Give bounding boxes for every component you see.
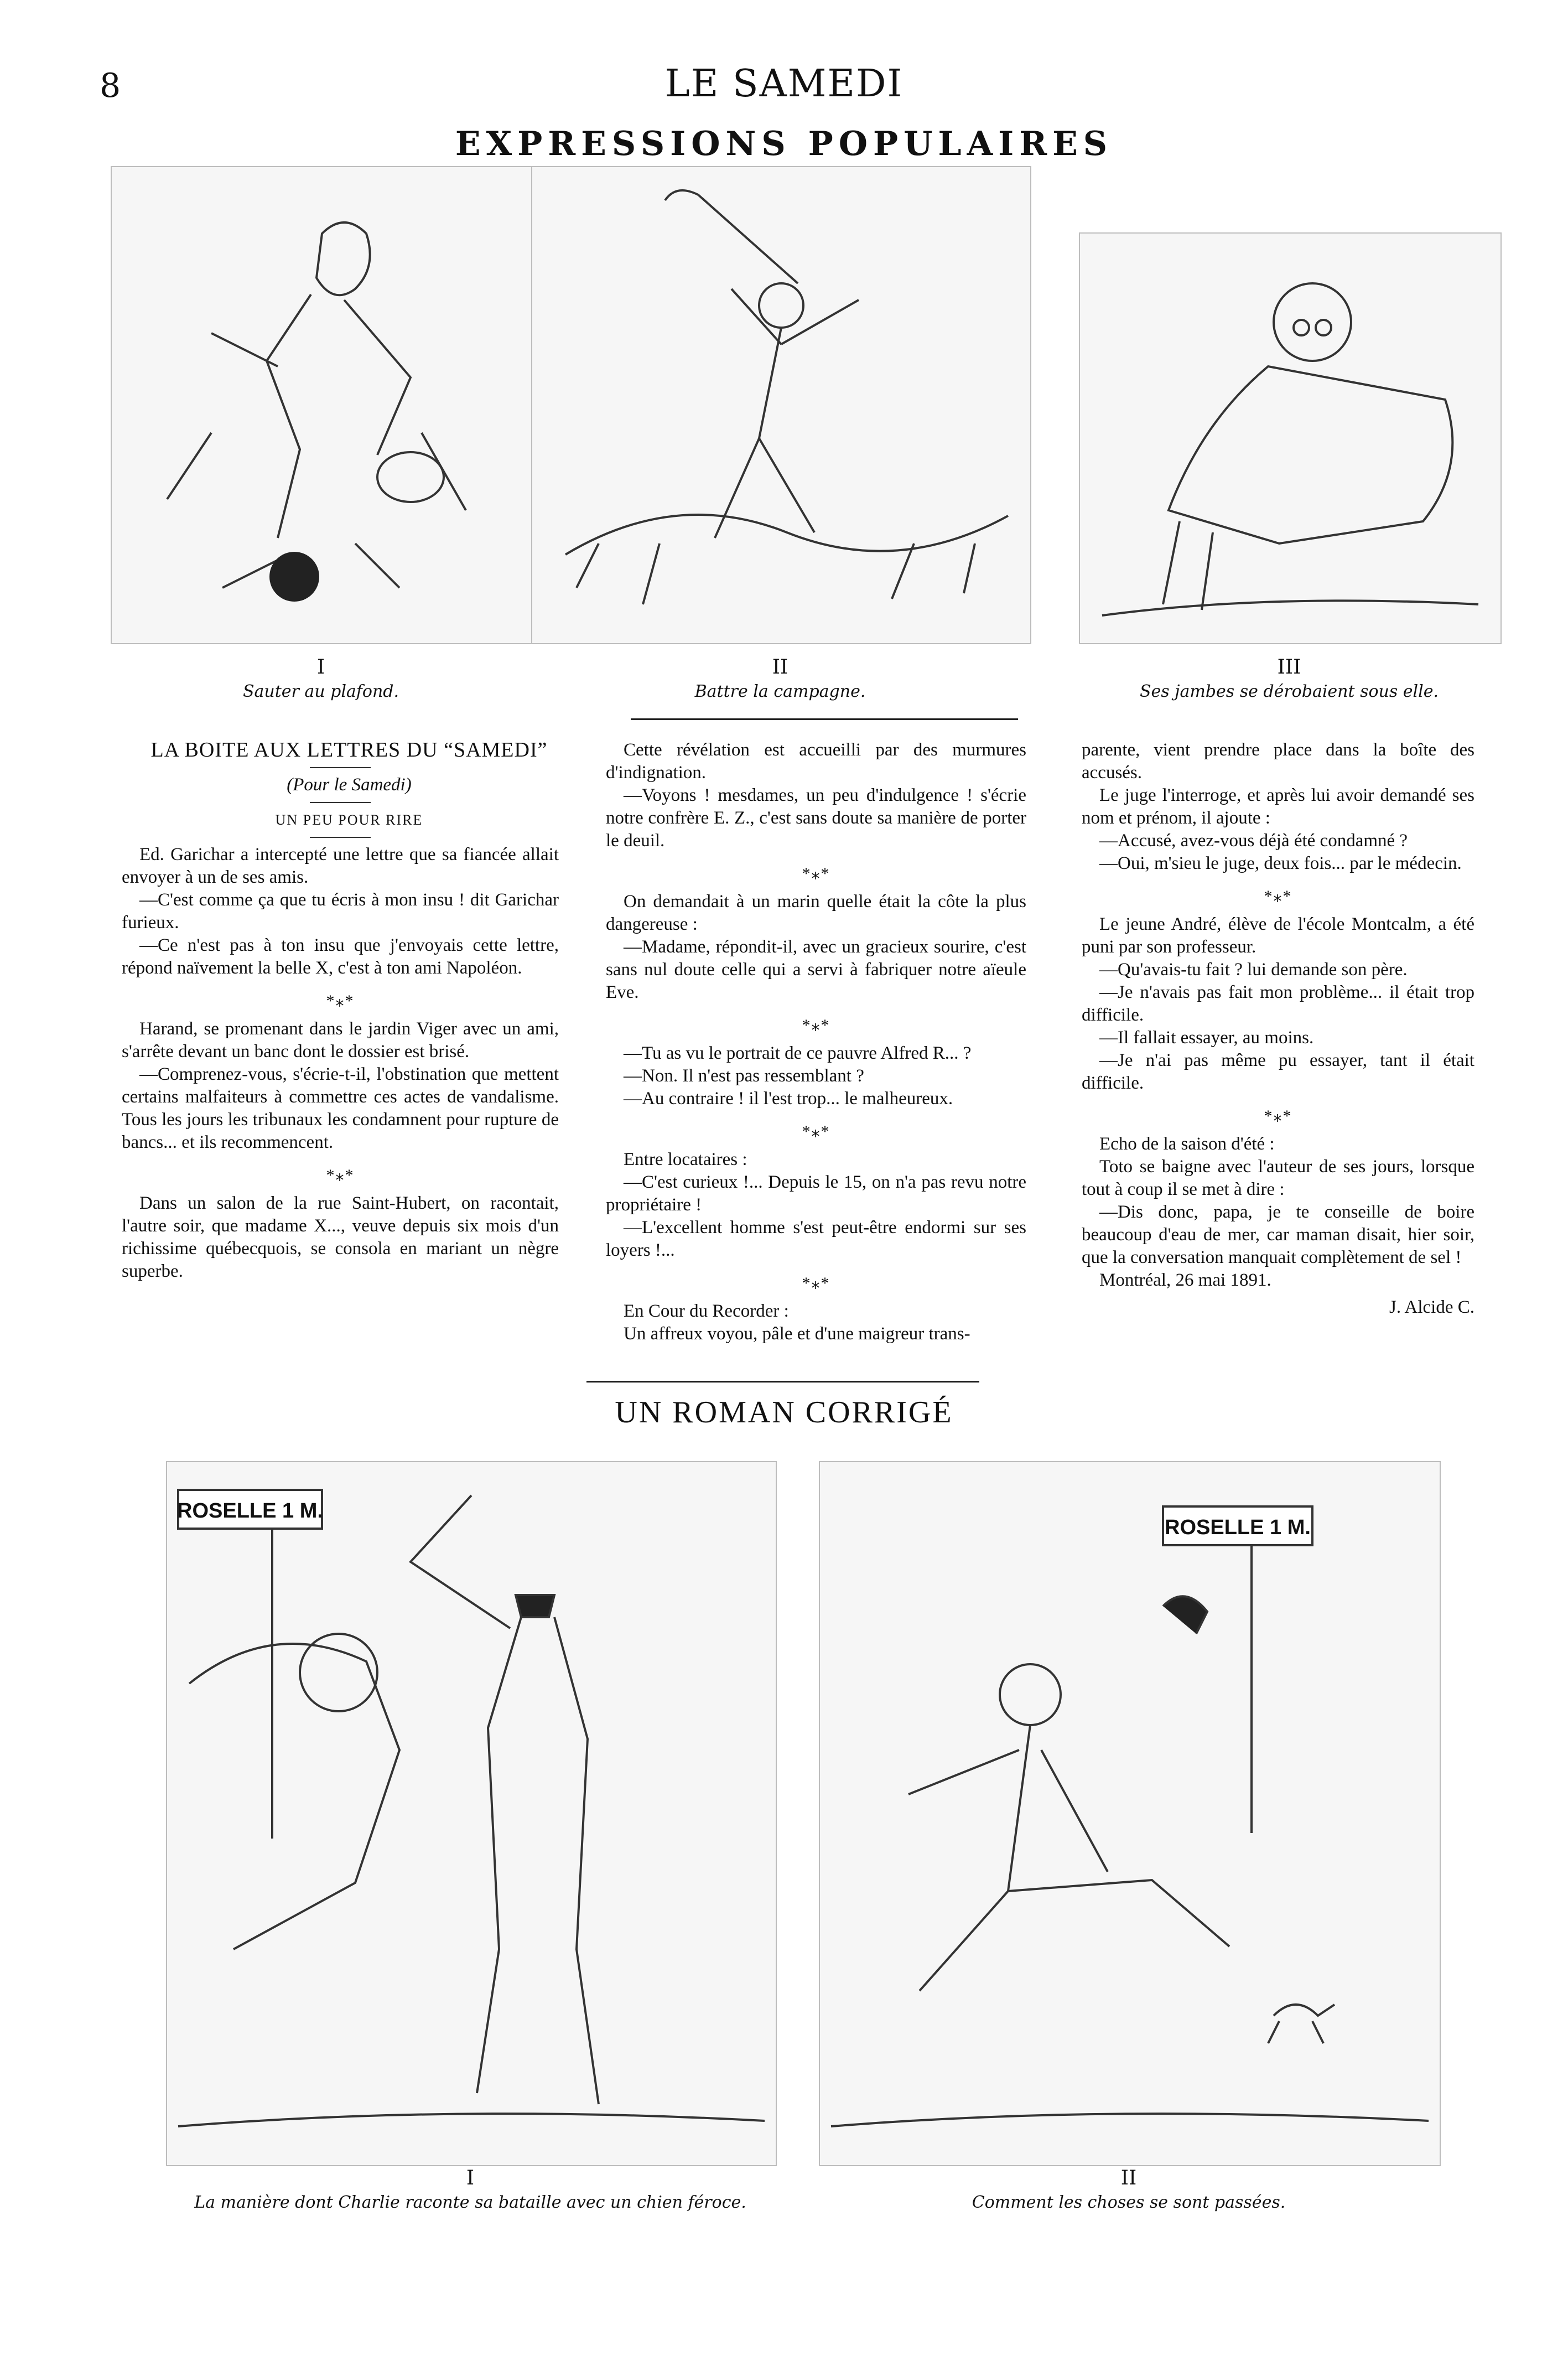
signpost-text-left: ROSELLE 1 M. — [177, 1499, 323, 1523]
section-title-roman: UN ROMAN CORRIGÉ — [615, 1395, 953, 1430]
asterism-separator: *⁎* — [1264, 1107, 1292, 1125]
caption-number: II — [772, 656, 788, 679]
divider-rule — [586, 1381, 979, 1383]
paragraph: —L'excellent homme s'est peut-être endormi sur ses loyers !... — [606, 1218, 1026, 1260]
caption-number: I — [466, 2167, 475, 2189]
article-byline: (Pour le Samedi) — [287, 775, 412, 795]
caption-text: Ses jambes se dérobaient sous elle. — [1139, 682, 1439, 701]
article-subtitle: UN PEU POUR RIRE — [275, 812, 423, 828]
paragraph: Montréal, 26 mai 1891. — [1099, 1270, 1271, 1290]
caption-number: I — [316, 656, 325, 679]
asterism-separator: *⁎* — [802, 1274, 830, 1292]
paragraph: —Tu as vu le portrait de ce pauvre Alfred R... ? — [624, 1043, 972, 1063]
short-rule — [310, 837, 371, 838]
paragraph: Entre locataires : — [624, 1150, 747, 1169]
paragraph: —Au contraire ! il l'est trop... le malheureux. — [624, 1089, 953, 1109]
caption-text: Sauter au plafond. — [242, 682, 399, 701]
paragraph: —Accusé, avez-vous déjà été condamné ? — [1099, 831, 1408, 851]
short-rule — [310, 802, 371, 803]
paragraph: Le juge l'interroge, et après lui avoir demandé ses nom et prénom, il ajoute : — [1082, 785, 1474, 828]
article-column-2 — [606, 739, 1026, 1345]
paragraph: On demandait à un marin quelle était la côte la plus dangereuse : — [606, 892, 1026, 934]
article-title: LA BOITE AUX LETTRES DU “SAMEDI” — [150, 738, 548, 762]
paragraph: Harand, se promenant dans le jardin Viger avec un ami, s'arrête devant un banc dont le dossier est brisé. — [122, 1019, 559, 1062]
paragraph: —Ce n'est pas à ton insu que j'envoyais cette lettre, répond naïvement la belle X, c'est à ton ami Napoléon. — [122, 935, 559, 978]
caption-text: La manière dont Charlie raconte sa bataille avec un chien féroce. — [194, 2193, 746, 2212]
asterism-separator: *⁎* — [802, 1016, 830, 1034]
article-column-3 — [1082, 739, 1474, 1319]
caption-text: Comment les choses se sont passées. — [972, 2193, 1286, 2212]
paragraph: En Cour du Recorder : — [624, 1301, 789, 1321]
paragraph: Dans un salon de la rue Saint-Hubert, on racontait, l'autre soir, que madame X..., veuve depuis six mois d'un richissime québecquois, se consola en mariant un nègre superbe. — [122, 1193, 559, 1281]
paragraph: —C'est curieux !... Depuis le 15, on n'a pas revu notre propriétaire ! — [606, 1172, 1026, 1215]
paragraph: Un affreux voyou, pâle et d'une maigreur trans- — [624, 1324, 970, 1344]
paragraph: —Oui, m'sieu le juge, deux fois... par le médecin. — [1099, 853, 1462, 873]
paragraph: —C'est comme ça que tu écris à mon insu ! dit Garichar furieux. — [122, 890, 559, 933]
asterism-separator: *⁎* — [1264, 887, 1292, 905]
caption-illustration-1 — [111, 656, 531, 701]
asterism-separator: *⁎* — [802, 1122, 830, 1141]
paragraph: —Qu'avais-tu fait ? lui demande son père. — [1099, 960, 1408, 980]
caption-number: III — [1277, 656, 1301, 679]
paragraph: Le jeune André, élève de l'école Montcalm, a été puni par son professeur. — [1082, 914, 1474, 957]
illustration-sauter-au-plafond — [111, 166, 533, 644]
signpost-text-right: ROSELLE 1 M. — [1165, 1516, 1311, 1539]
paragraph: —Dis donc, papa, je te conseille de boire beaucoup d'eau de mer, car maman disait, hier soir, que la conversation manquait complètement de sel ! — [1082, 1202, 1474, 1267]
illustration-what-happened — [819, 1461, 1441, 2166]
asterism-separator: *⁎* — [326, 1166, 355, 1184]
paragraph: Ed. Garichar a intercepté une lettre que sa fiancée allait envoyer à un de ses amis. — [122, 845, 559, 887]
illustration-jambes-derobaient — [1079, 232, 1502, 644]
caption-bottom-1 — [166, 2167, 775, 2212]
engraving-figure-jumping — [112, 167, 532, 643]
asterism-separator: *⁎* — [326, 992, 355, 1010]
caption-illustration-2 — [531, 656, 1029, 701]
paragraph: parente, vient prendre place dans la boîte des accusés. — [1082, 740, 1474, 783]
paragraph: Echo de la saison d'été : — [1099, 1134, 1275, 1154]
paragraph: —Il fallait essayer, au moins. — [1099, 1028, 1314, 1048]
article-signature: J. Alcide C. — [1389, 1297, 1474, 1317]
short-rule — [310, 767, 371, 768]
engraving-man-running-small-dog — [820, 1462, 1440, 2165]
illustration-charlie-tale — [166, 1461, 777, 2166]
illustration-battre-la-campagne — [531, 166, 1031, 644]
paragraph: Toto se baigne avec l'auteur de ses jours, lorsque tout à coup il se met à dire : — [1082, 1157, 1474, 1199]
paragraph: —Voyons ! mesdames, un peu d'indulgence ! s'écrie notre confrère E. Z., c'est sans doute sa manière de porter le deuil. — [606, 785, 1026, 851]
caption-number: II — [1120, 2167, 1137, 2189]
paper-title: LE SAMEDI — [664, 62, 904, 106]
caption-illustration-3 — [1079, 656, 1499, 701]
paragraph: —Comprenez-vous, s'écrie-t-il, l'obstination que mettent certains malfaiteurs à commettre ces actes de vandalisme. Tous les jours les tribunaux les condamnent pour rupture de bancs... et ils recommencent. — [122, 1064, 559, 1152]
paragraph: —Madame, répondit-il, avec un gracieux sourire, c'est sans nul doute celle qui a servi à fabriquer notre aïeule Eve. — [606, 937, 1026, 1002]
engraving-old-woman-sitting — [1080, 234, 1500, 643]
caption-text: Battre la campagne. — [694, 682, 866, 701]
paragraph: Cette révélation est accueilli par des murmures d'indignation. — [606, 740, 1026, 783]
section-title-expressions: EXPRESSIONS POPULAIRES — [455, 125, 1113, 163]
divider-rule — [631, 718, 1018, 720]
asterism-separator: *⁎* — [802, 864, 830, 883]
engraving-man-with-stick — [532, 167, 1030, 643]
paragraph: —Je n'avais pas fait mon problème... il était trop difficile. — [1082, 982, 1474, 1025]
paragraph: —Je n'ai pas même pu essayer, tant il était difficile. — [1082, 1050, 1474, 1093]
engraving-man-and-dog — [167, 1462, 776, 2165]
caption-bottom-2 — [819, 2167, 1439, 2212]
page-number: 8 — [100, 66, 121, 105]
article-column-1 — [122, 739, 559, 1283]
paragraph: —Non. Il n'est pas ressemblant ? — [624, 1066, 864, 1086]
